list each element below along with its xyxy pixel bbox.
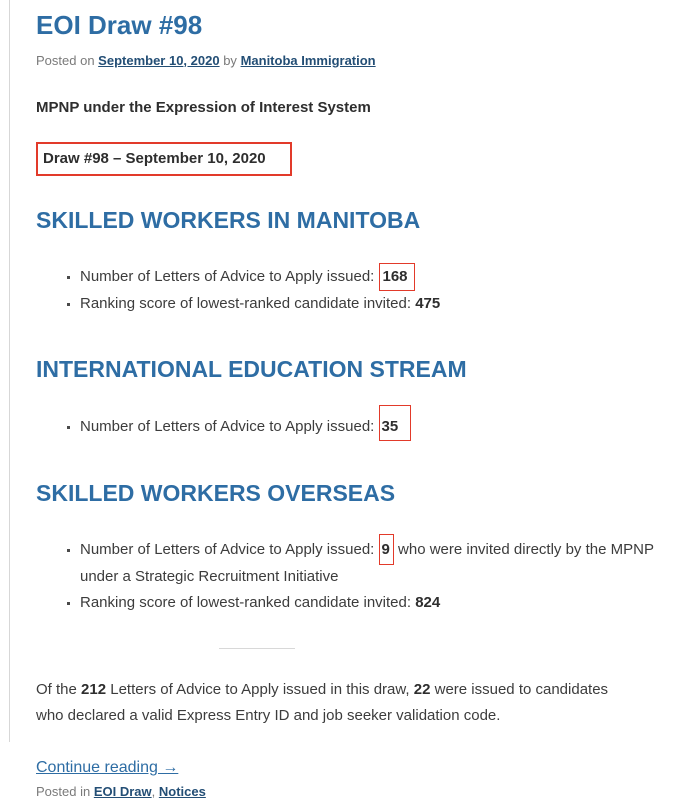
draw-date-annotation-box: Draw #98 – September 10, 2020 <box>36 142 292 176</box>
list-item-loa-issued <box>80 264 658 291</box>
section-divider <box>219 648 295 649</box>
section-heading-international-education-stream: INTERNATIONAL EDUCATION STREAM <box>36 356 467 383</box>
summary-paragraph <box>36 677 636 728</box>
category-link-eoi-draw[interactable]: EOI Draw <box>93 784 152 799</box>
section-skilled-workers-manitoba <box>36 207 658 318</box>
page-title: EOI Draw #98 <box>36 10 203 40</box>
summary-text: were issued to candidates who declared a valid Express Entry ID and job seeker validation code. <box>36 681 609 724</box>
summary-text: Letters of Advice to Apply issued in this draw, <box>110 681 410 699</box>
list-item-loa-issued <box>80 414 658 441</box>
stat-value-annotated: 35 <box>379 405 412 441</box>
content-left-border <box>9 0 10 742</box>
posted-on-label: Posted on <box>36 52 95 68</box>
list-item-loa-issued <box>80 537 658 590</box>
draw-date-line <box>36 150 658 168</box>
stat-value-annotated: 168 <box>379 263 415 291</box>
summary-text: Of the <box>36 681 77 699</box>
stat-label: Number of Letters of Advice to Apply issued: <box>80 540 375 558</box>
category-separator: , <box>151 784 159 799</box>
stat-value: 824 <box>415 594 441 612</box>
stats-list <box>36 414 658 441</box>
byline-label: by <box>223 52 237 68</box>
stat-value-annotated: 9 <box>379 534 394 565</box>
post-date-link[interactable]: September 10, 2020 <box>98 52 220 68</box>
stats-list <box>36 537 658 617</box>
author-link[interactable]: Manitoba Immigration <box>240 52 376 68</box>
post-meta <box>36 53 658 68</box>
stat-value: 475 <box>415 294 441 312</box>
intro-bold-text: MPNP under the Expression of Interest System <box>36 98 371 116</box>
list-item-lowest-score <box>80 291 658 318</box>
stat-label: Ranking score of lowest-ranked candidate invited: <box>80 294 412 312</box>
section-international-education-stream <box>36 356 658 440</box>
category-link-notices[interactable]: Notices <box>158 784 206 799</box>
stat-suffix: who were invited directly by the MPNP under a Strategic Recruitment Initiative <box>80 540 654 585</box>
stat-label: Ranking score of lowest-ranked candidate invited: <box>80 594 412 612</box>
section-heading-skilled-workers-overseas: SKILLED WORKERS OVERSEAS <box>36 479 396 506</box>
posted-in-line <box>36 784 658 799</box>
posted-in-label: Posted in <box>36 784 91 799</box>
continue-reading-link[interactable]: Continue reading → <box>36 759 179 777</box>
stat-label: Number of Letters of Advice to Apply issued: <box>80 417 375 435</box>
section-heading-skilled-workers-manitoba: SKILLED WORKERS IN MANITOBA <box>36 206 421 233</box>
summary-total-loas: 212 <box>81 681 107 699</box>
stat-label: Number of Letters of Advice to Apply issued: <box>80 268 375 286</box>
stats-list <box>36 264 658 317</box>
section-skilled-workers-overseas <box>36 480 658 618</box>
list-item-lowest-score <box>80 590 658 617</box>
summary-express-entry-count: 22 <box>413 681 431 699</box>
